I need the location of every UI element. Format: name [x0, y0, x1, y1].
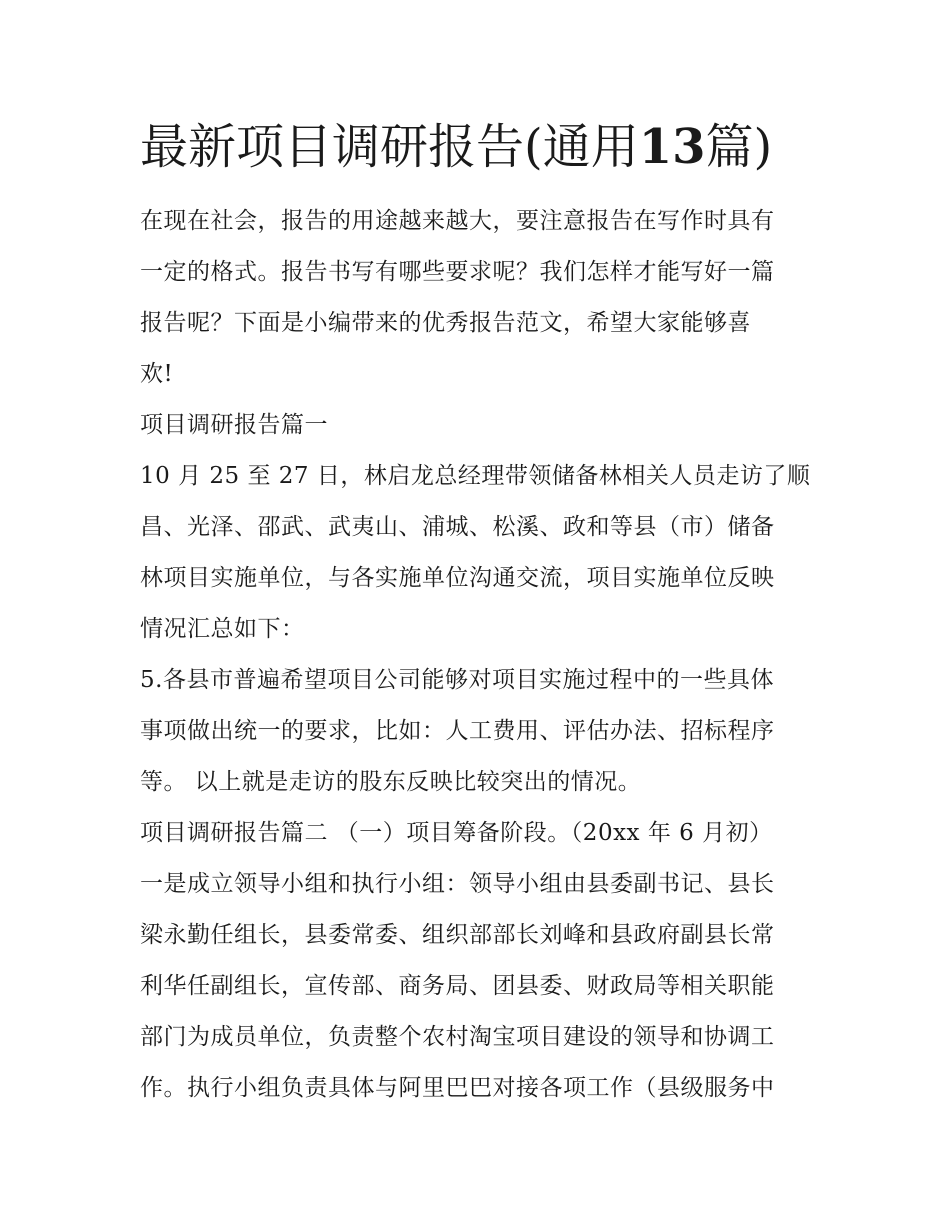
- text-line: 欢!: [140, 361, 174, 387]
- text-line: 利华任副组长，宣传部、商务局、团县委、财政局等相关职能: [140, 973, 775, 999]
- text-line: 梁永勤任组长，县委常委、组织部部长刘峰和县政府副县长常: [140, 922, 775, 948]
- text-line: 等。 以上就是走访的股东反映比较突出的情况。: [140, 769, 642, 795]
- text-line: 一是成立领导小组和执行小组：领导小组由县委副书记、县长: [140, 871, 775, 897]
- text-line: 作。执行小组负责具体与阿里巴巴对接各项工作（县级服务中: [140, 1075, 775, 1101]
- text-line: 10 月 25 至 27 日，林启龙总经理带领储备林相关人员走访了顺: [140, 463, 811, 489]
- text-line: 事项做出统一的要求，比如：人工费用、评估办法、招标程序: [140, 718, 775, 744]
- document-page: [140, 112, 820, 1114]
- text-line: 在现在社会，报告的用途越来越大，要注意报告在写作时具有: [140, 208, 775, 234]
- text-line: 昌、光泽、邵武、武夷山、浦城、松溪、政和等县（市）储备: [140, 514, 775, 540]
- document-body: [140, 196, 820, 1114]
- section-heading: 项目调研报告篇二 （一）项目筹备阶段。（20xx 年 6 月初）: [140, 820, 773, 846]
- text-line: 情况汇总如下：: [140, 616, 305, 642]
- text-line: 一定的格式。报告书写有哪些要求呢？我们怎样才能写好一篇: [140, 259, 775, 285]
- document-title: [140, 112, 820, 182]
- title-end: 篇): [705, 119, 773, 175]
- text-line: 部门为成员单位，负责整个农村淘宝项目建设的领导和协调工: [140, 1024, 775, 1050]
- section-heading: 项目调研报告篇一: [140, 412, 328, 438]
- title-number: 13: [638, 119, 706, 175]
- text-line: 5.各县市普遍希望项目公司能够对项目实施过程中的一些具体: [140, 667, 774, 693]
- title-main: 最新项目调研报告(通用: [140, 119, 639, 175]
- text-line: 林项目实施单位，与各实施单位沟通交流，项目实施单位反映: [140, 565, 775, 591]
- text-line: 报告呢？下面是小编带来的优秀报告范文，希望大家能够喜: [140, 310, 751, 336]
